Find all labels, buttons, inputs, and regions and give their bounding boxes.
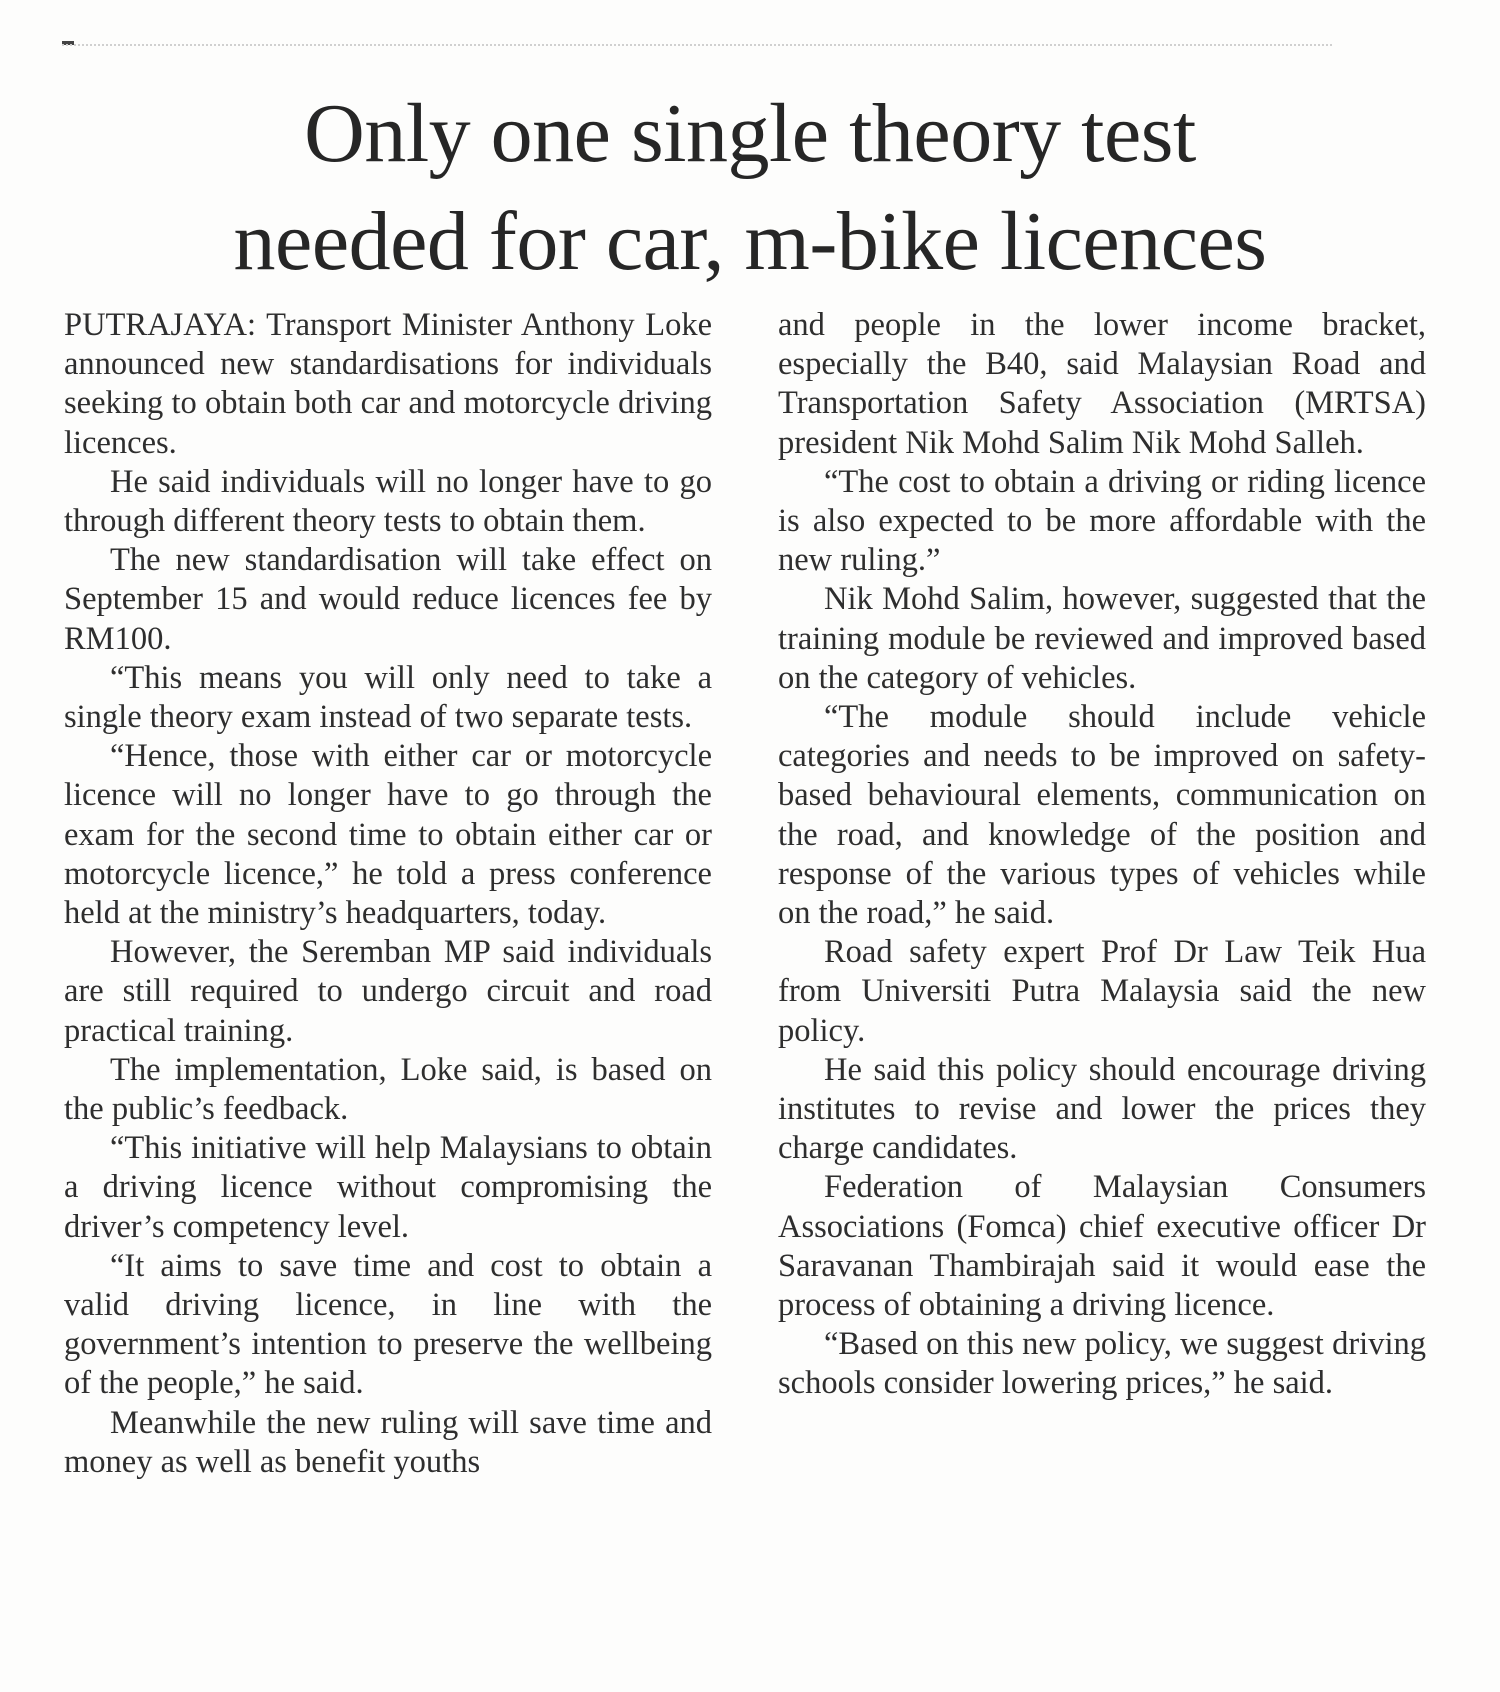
paragraph: “This initiative will help Malaysians to obtain a driving licence without compromising the driver’s competency level. bbox=[64, 1130, 712, 1245]
paragraph: He said individuals will no longer have to go through different theory tests to obtain them. bbox=[64, 463, 712, 540]
paragraph: The implementation, Loke said, is based on the public’s feedback. bbox=[64, 1051, 712, 1128]
dateline: PUTRAJAYA: bbox=[64, 307, 257, 343]
paragraph: He said this policy should encourage driving institutes to revise and lower the prices they charge candidates. bbox=[778, 1051, 1426, 1167]
paragraph: However, the Seremban MP said individuals are still required to undergo circuit and road practical training. bbox=[64, 934, 712, 1049]
paragraph: Nik Mohd Salim, however, suggested that the training module be reviewed and improved based on the category of vehicles. bbox=[778, 581, 1426, 696]
paragraph: Road safety expert Prof Dr Law Teik Hua from Universiti Putra Malaysia said the new policy. bbox=[778, 934, 1426, 1049]
top-dotted-rule bbox=[62, 44, 1332, 46]
paragraph-text: Transport Minister Anthony Loke announced new standardisations for individuals seeking to obtain both car and motorcycle driving licences. bbox=[64, 307, 712, 461]
paragraph: and people in the lower income bracket, especially the B40, said Malaysian Road and Transportation Safety Association (MRTSA) president Nik Mohd Salim Nik Mohd Salleh. bbox=[778, 307, 1426, 461]
headline-line-1: Only one single theory test bbox=[304, 87, 1196, 180]
paragraph: “It aims to save time and cost to obtain a valid driving licence, in line with the government’s intention to preserve the wellbeing of the people,” he said. bbox=[64, 1247, 712, 1402]
right-column bbox=[778, 306, 1426, 1404]
left-column bbox=[64, 306, 712, 1482]
paragraph: “Hence, those with either car or motorcycle licence will no longer have to go through the exam for the second time to obtain either car or motorcycle licence,” he told a press conference held at the ministry’s headquarters, today. bbox=[64, 738, 712, 932]
paragraph: “The cost to obtain a driving or riding licence is also expected to be more affordable with the new ruling.” bbox=[778, 463, 1426, 579]
paragraph: “Based on this new policy, we suggest driving schools consider lowering prices,” he said. bbox=[778, 1326, 1426, 1402]
paragraph bbox=[64, 306, 712, 463]
paragraph: The new standardisation will take effect on September 15 and would reduce licences fee by RM100. bbox=[64, 542, 712, 657]
paragraph: Meanwhile the new ruling will save time and money as well as benefit youths bbox=[64, 1404, 712, 1480]
headline-line-2: needed for car, m-bike licences bbox=[233, 195, 1267, 288]
paragraph: Federation of Malaysian Consumers Associations (Fomca) chief executive officer Dr Saravanan Thambirajah said it would ease the process of obtaining a driving licence. bbox=[778, 1169, 1426, 1324]
headline bbox=[40, 80, 1460, 296]
paragraph: “The module should include vehicle categories and needs to be improved on safety-based behavioural elements, communication on the road, and knowledge of the position and response of the various types of vehicles while on the road,” he said. bbox=[778, 699, 1426, 932]
paragraph: “This means you will only need to take a single theory exam instead of two separate tests. bbox=[64, 659, 712, 736]
